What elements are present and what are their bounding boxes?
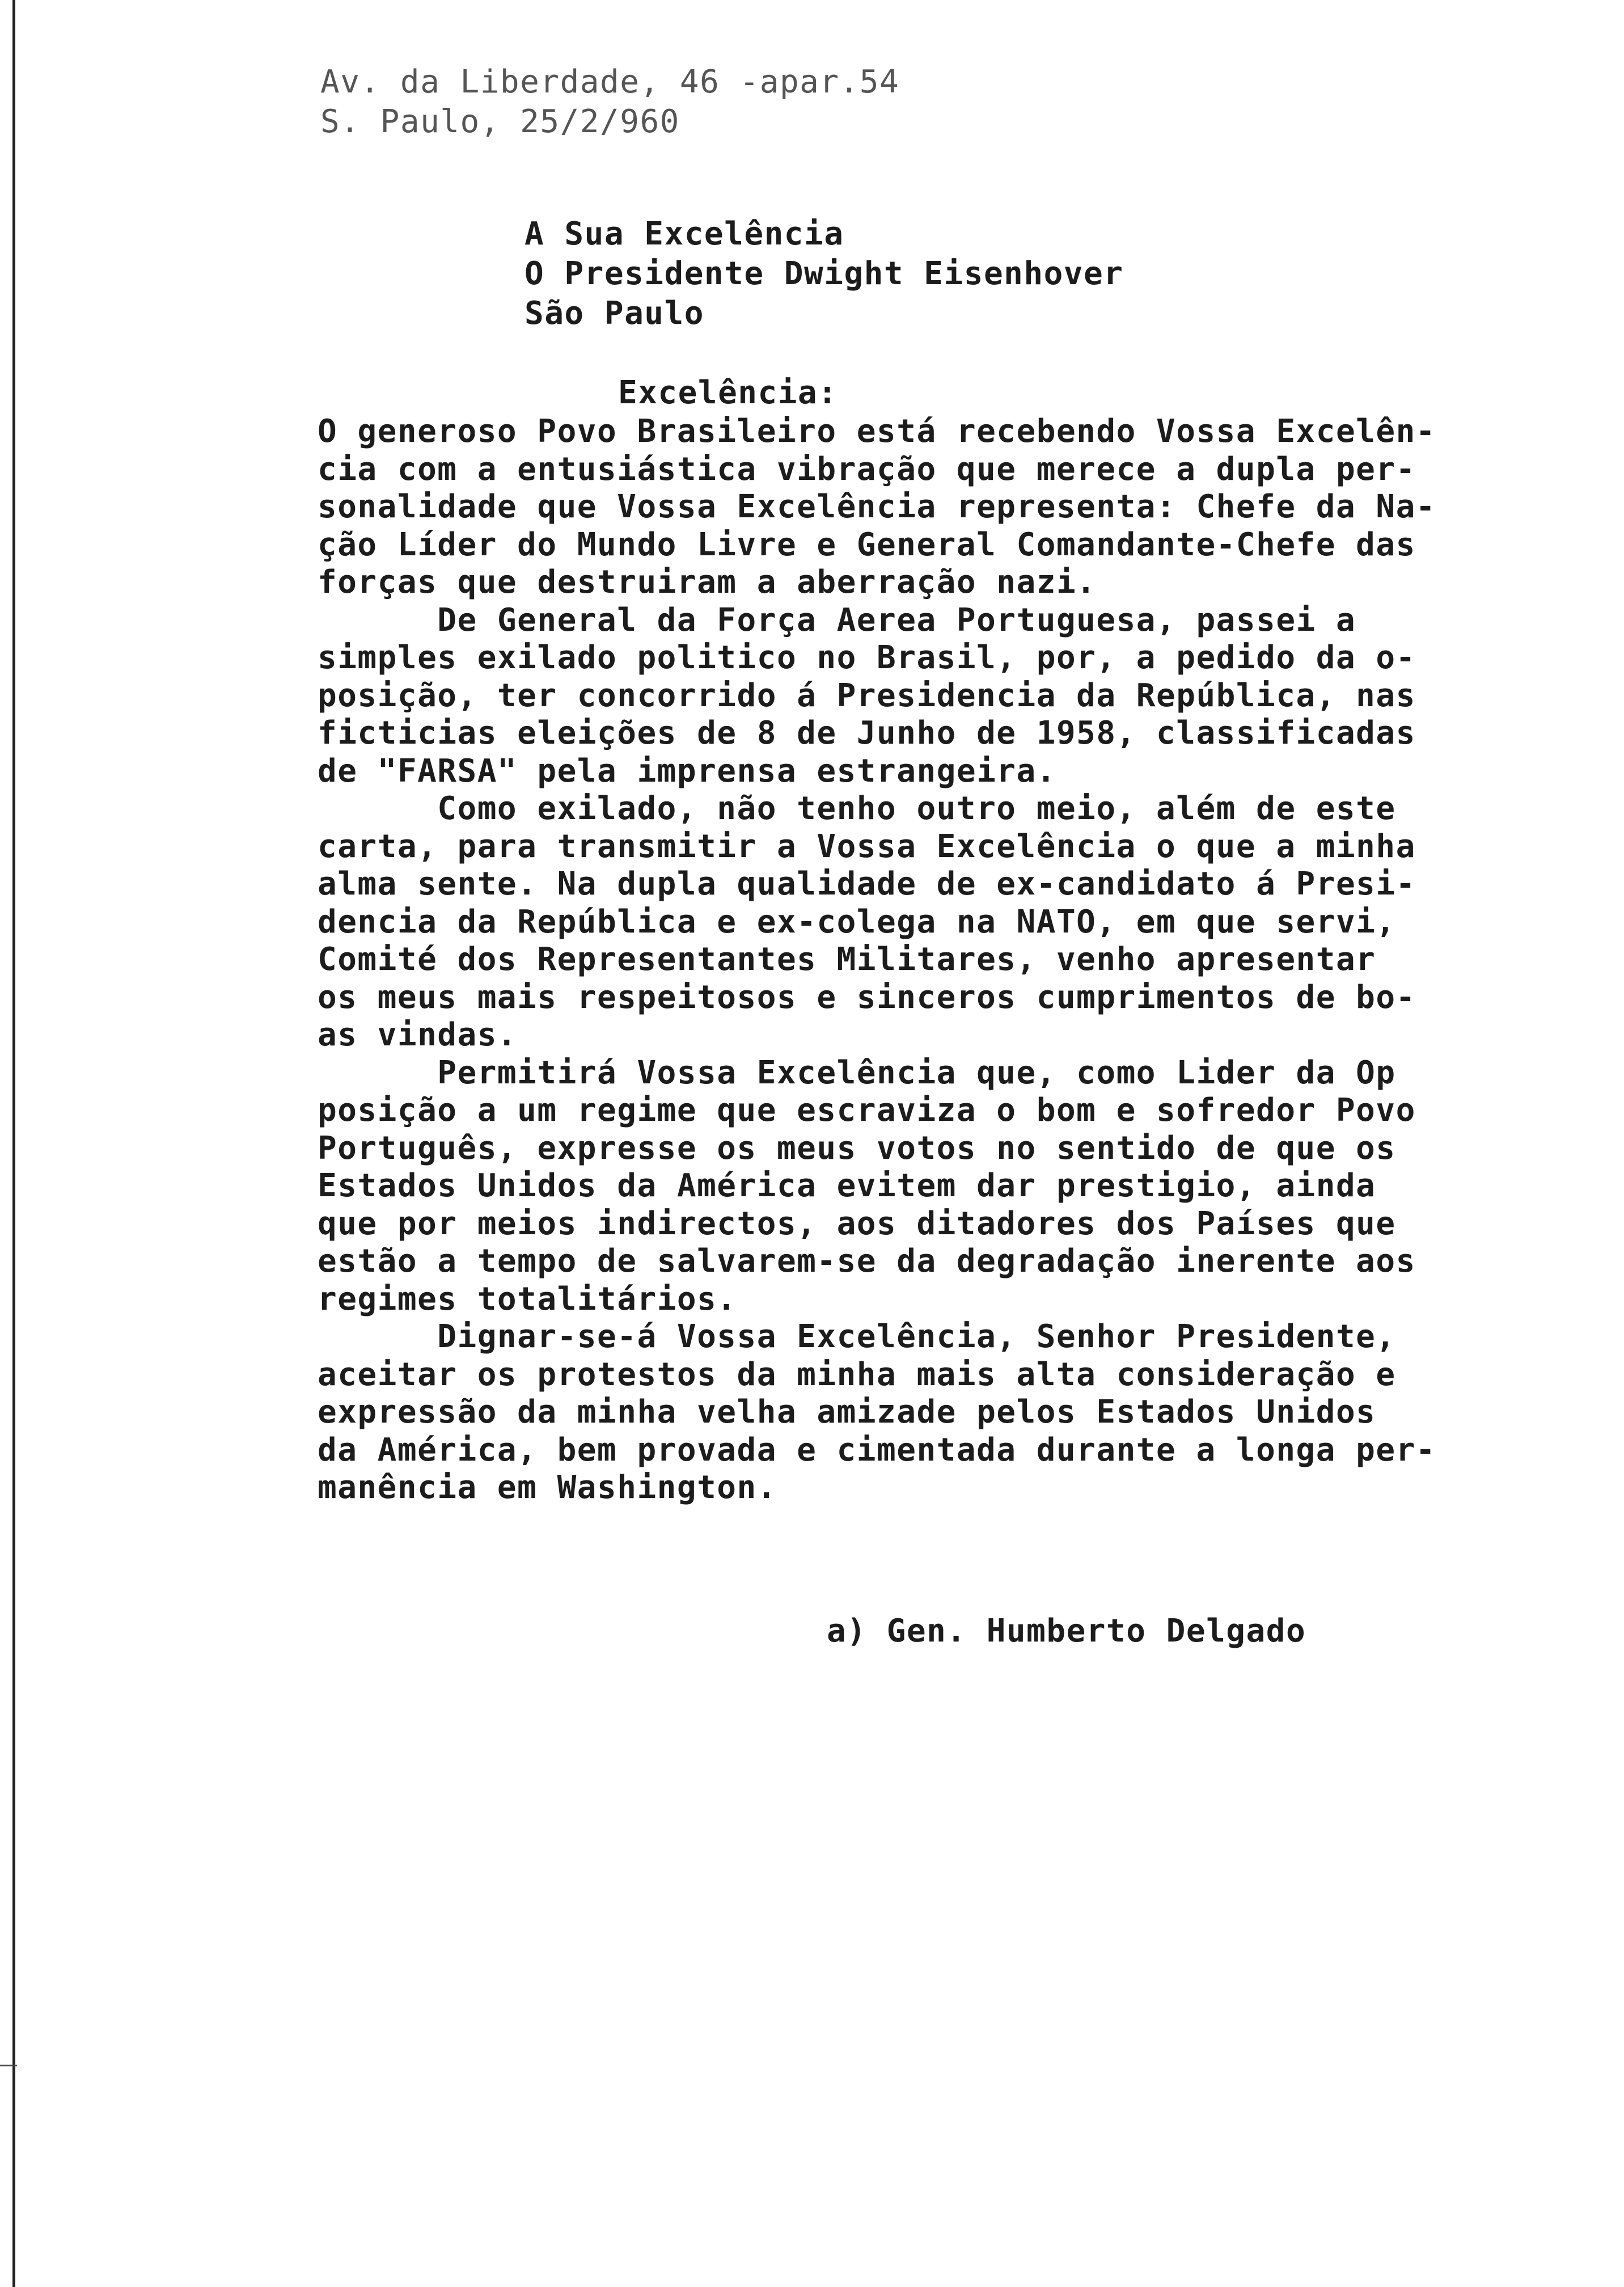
body-line: estão a tempo de salvarem-se da degradação inerente aos bbox=[318, 1243, 1416, 1280]
body-line: simples exilado politico no Brasil, por, a pedido da o- bbox=[318, 639, 1416, 676]
body-line: ficticias eleições de 8 de Junho de 1958, classificadas bbox=[318, 715, 1416, 752]
body-line: posição a um regime que escraviza o bom e sofredor Povo bbox=[318, 1092, 1416, 1129]
body-line: forças que destruiram a aberração nazi. bbox=[318, 564, 1097, 601]
body-line: O generoso Povo Brasileiro está recebendo Vossa Excelên- bbox=[318, 413, 1436, 450]
body-line: Dignar-se-á Vossa Excelência, Senhor Presidente, bbox=[318, 1318, 1396, 1355]
signature: a) Gen. Humberto Delgado bbox=[827, 1613, 1306, 1649]
body-line: que por meios indirectos, aos ditadores dos Países que bbox=[318, 1205, 1396, 1242]
body-line: manência em Washington. bbox=[318, 1469, 777, 1506]
body-line: Comité dos Representantes Militares, venho apresentar bbox=[318, 941, 1376, 978]
body-line: Permitirá Vossa Excelência que, como Lider da Op bbox=[318, 1054, 1396, 1091]
body-line: Como exilado, não tenho outro meio, além de este bbox=[318, 790, 1396, 827]
body-line: alma sente. Na dupla qualidade de ex-candidato á Presi- bbox=[318, 866, 1416, 902]
body-line: da América, bem provada e cimentada durante a longa per- bbox=[318, 1432, 1436, 1469]
recipient-line-3: São Paulo bbox=[525, 295, 704, 332]
body-line: sonalidade que Vossa Excelência representa: Chefe da Na- bbox=[318, 488, 1436, 525]
body-line: expressão da minha velha amizade pelos Estados Unidos bbox=[318, 1394, 1376, 1431]
scan-edge-mark bbox=[0, 2065, 17, 2066]
scan-edge-line bbox=[12, 0, 15, 2287]
body-line: Português, expresse os meus votos no sentido de que os bbox=[318, 1130, 1396, 1167]
body-line: aceitar os protestos da minha mais alta consideração e bbox=[318, 1356, 1396, 1393]
body-line: posição, ter concorrido á Presidencia da República, nas bbox=[318, 677, 1416, 714]
body-line: carta, para transmitir a Vossa Excelência o que a minha bbox=[318, 828, 1416, 865]
body-line: os meus mais respeitosos e sinceros cumprimentos de bo- bbox=[318, 979, 1416, 1016]
body-line: Estados Unidos da América evitem dar prestigio, ainda bbox=[318, 1167, 1376, 1204]
body-line: de "FARSA" pela imprensa estrangeira. bbox=[318, 753, 1056, 790]
salutation: Excelência: bbox=[618, 374, 838, 411]
body-line: regimes totalitários. bbox=[318, 1281, 737, 1318]
body-line: De General da Força Aerea Portuguesa, passei a bbox=[318, 602, 1356, 639]
body-line: ção Líder do Mundo Livre e General Comandante-Chefe das bbox=[318, 526, 1416, 563]
body-line: as vindas. bbox=[318, 1016, 518, 1053]
recipient-line-1: A Sua Excelência bbox=[525, 216, 844, 252]
address-line-1: Av. da Liberdade, 46 -apar.54 bbox=[320, 64, 900, 100]
body-line: cia com a entusiástica vibração que merece a dupla per- bbox=[318, 451, 1416, 488]
body-line: dencia da República e ex-colega na NATO, em que servi, bbox=[318, 904, 1396, 940]
address-line-2: S. Paulo, 25/2/960 bbox=[320, 103, 680, 140]
recipient-line-2: O Presidente Dwight Eisenhover bbox=[525, 255, 1124, 292]
